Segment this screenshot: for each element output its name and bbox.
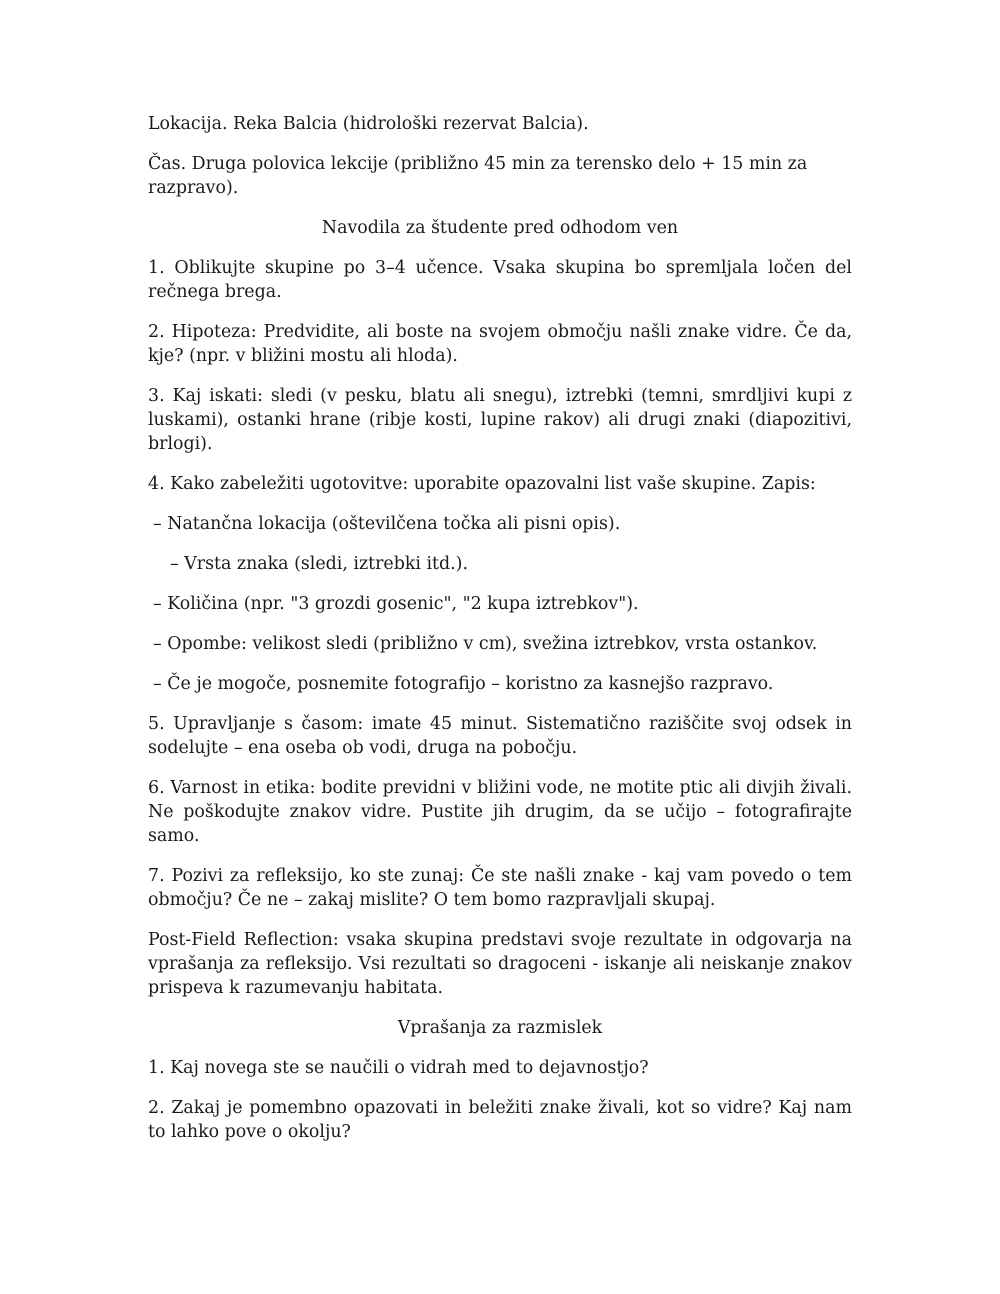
- post-field-reflection: Post-Field Reflection: vsaka skupina predstavi svoje rezultate in odgovarja na vprašanja za refleksijo. Vsi rezultati so dragoceni - iskanje ali neiskanje znakov prispeva k razumevanju habitata.: [148, 930, 852, 998]
- step-1: 1. Oblikujte skupine po 3–4 učence. Vsaka skupina bo spremljala ločen del rečnega brega.: [148, 258, 852, 302]
- question-1: 1. Kaj novega ste se naučili o vidrah med to dejavnostjo?: [148, 1058, 649, 1078]
- bullet-sign-type: – Vrsta znaka (sledi, iztrebki itd.).: [170, 554, 468, 574]
- questions-heading: Vprašanja za razmislek: [397, 1018, 603, 1038]
- step-2: 2. Hipoteza: Predvidite, ali boste na svojem območju našli znake vidre. Če da, kje? (npr. v bližini mostu ali hloda).: [148, 322, 852, 366]
- instructions-heading: Navodila za študente pred odhodom ven: [321, 218, 679, 238]
- step-6: 6. Varnost in etika: bodite previdni v bližini vode, ne motite ptic ali divjih živali. Ne poškodujte znakov vidre. Pustite jih drugim, da se učijo – fotografirajte samo.: [148, 778, 852, 846]
- bullet-location: – Natančna lokacija (oštevilčena točka ali pisni opis).: [153, 514, 621, 534]
- question-2: 2. Zakaj je pomembno opazovati in beležiti znake živali, kot so vidre? Kaj nam to lahko pove o okolju?: [148, 1098, 852, 1142]
- bullet-photo: – Če je mogoče, posnemite fotografijo – koristno za kasnejšo razpravo.: [153, 674, 774, 694]
- bullet-notes: – Opombe: velikost sledi (približno v cm), svežina iztrebkov, vrsta ostankov.: [153, 634, 818, 654]
- step-4: 4. Kako zabeležiti ugotovitve: uporabite opazovalni list vaše skupine. Zapis:: [148, 474, 816, 494]
- bullet-quantity: – Količina (npr. "3 grozdi gosenic", "2 kupa iztrebkov").: [153, 594, 639, 614]
- location-line: Lokacija. Reka Balcia (hidrološki rezervat Balcia).: [148, 114, 589, 134]
- step-3: 3. Kaj iskati: sledi (v pesku, blatu ali snegu), iztrebki (temni, smrdljivi kupi z luskami), ostanki hrane (ribje kosti, lupine rakov) ali drugi znaki (diapozitivi, brlogi).: [148, 386, 852, 454]
- time-line: Čas. Druga polovica lekcije (približno 45 min za terensko delo + 15 min za razpravo).: [148, 154, 808, 198]
- step-5: 5. Upravljanje s časom: imate 45 minut. Sistematično raziščite svoj odsek in sodelujte – ena oseba ob vodi, druga na pobočju.: [148, 714, 852, 758]
- step-7: 7. Pozivi za refleksijo, ko ste zunaj: Če ste našli znake - kaj vam povedo o tem območju? Če ne – zakaj mislite? O tem bomo razpravljali skupaj.: [148, 866, 852, 910]
- document-page: [148, 112, 852, 1160]
